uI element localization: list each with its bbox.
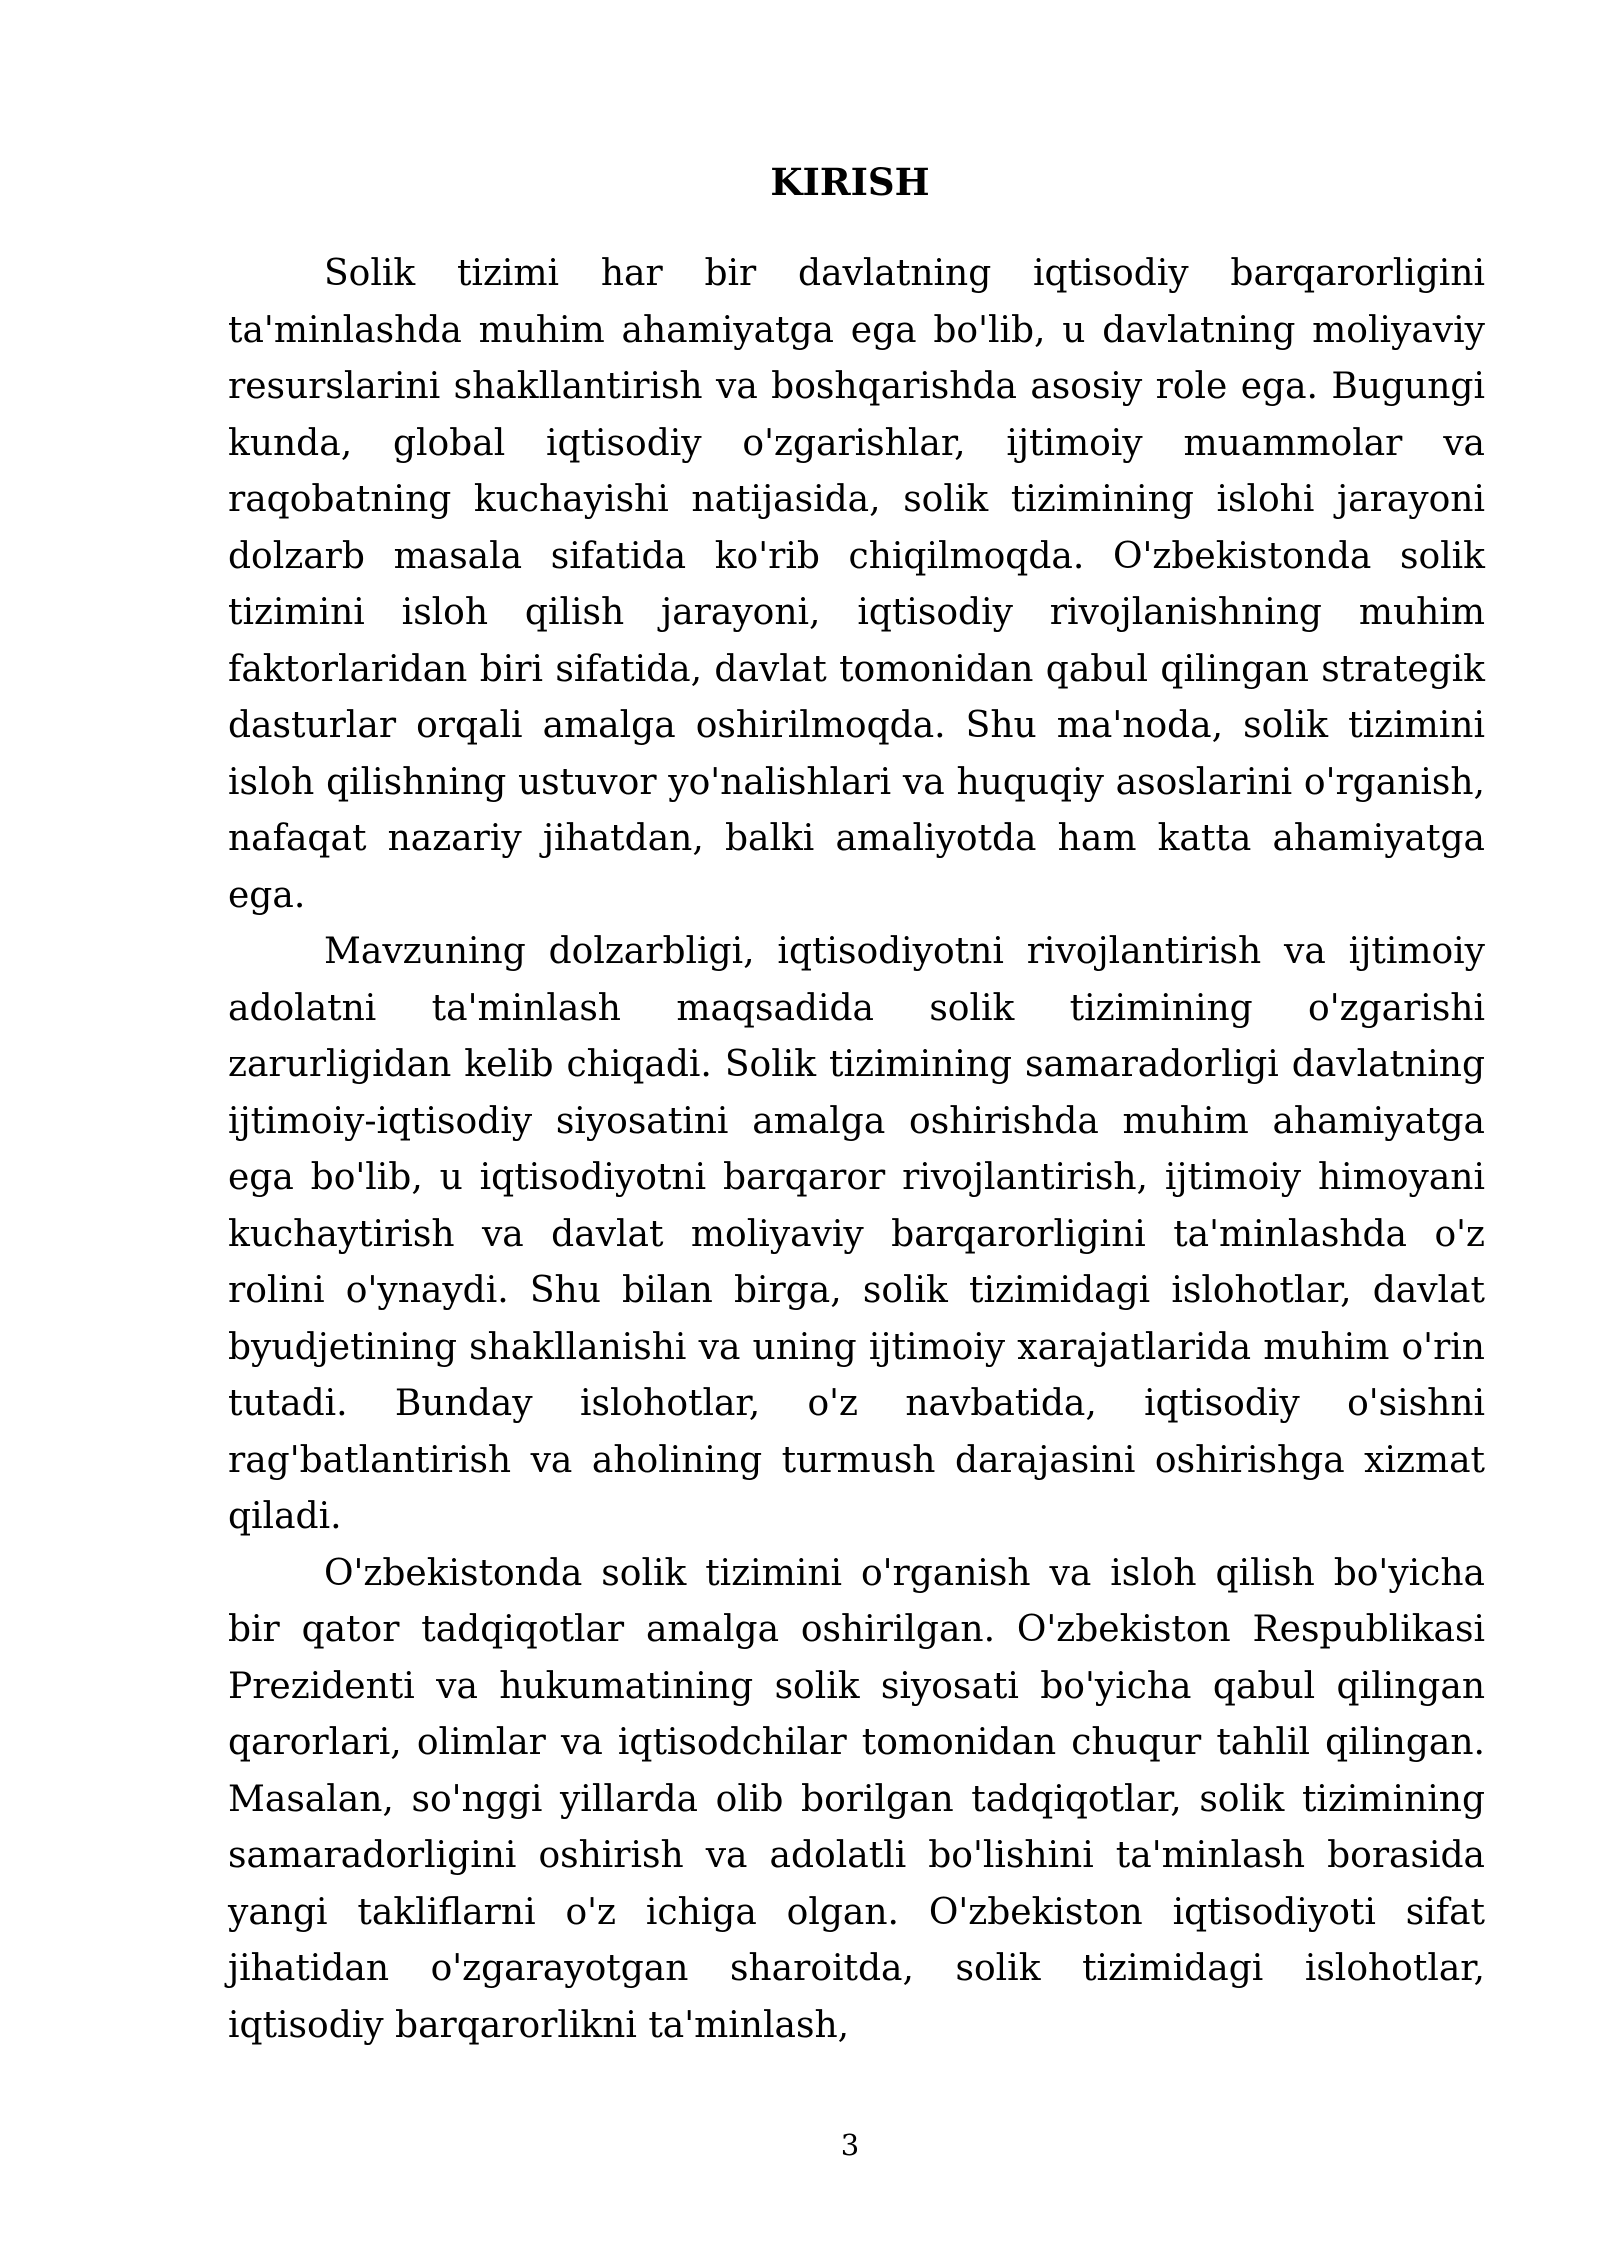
section-title: KIRISH <box>770 160 930 204</box>
paragraph-3: O'zbekistonda solik tizimini o'rganish va isloh qilish bo'yicha bir qator tadqiqotlar amalga oshirilgan. O'zbekiston Respublikasi Prezidenti va hukumatining solik siyosati bo'yicha qabul qilingan qarorlari, olimlar va iqtisodchilar tomonidan chuqur tahlil qilingan. Masalan, so'nggi yillarda olib borilgan tadqiqotlar, solik tizimining samaradorligini oshirish va adolatli bo'lishini ta'minlash borasida yangi takliflarni o'z ichiga olgan. O'zbekiston iqtisodiyoti sifat jihatidan o'zgarayotgan sharoitda, solik tizimidagi islohotlar, iqtisodiy barqarorlikni ta'minlash, <box>228 1552 1485 2046</box>
paragraph-2: Mavzuning dolzarbligi, iqtisodiyotni rivojlantirish va ijtimoiy adolatni ta'minlash maqsadida solik tizimining o'zgarishi zarurligidan kelib chiqadi. Solik tizimining samaradorligi davlatning ijtimoiy-iqtisodiy siyosatini amalga oshirishda muhim ahamiyatga ega bo'lib, u iqtisodiyotni barqaror rivojlantirish, ijtimoiy himoyani kuchaytirish va davlat moliyaviy barqarorligini ta'minlashda o'z rolini o'ynaydi. Shu bilan birga, solik tizimidagi islohotlar, davlat byudjetining shakllanishi va uning ijtimoiy xarajatlarida muhim o'rin tutadi. Bunday islohotlar, o'z navbatida, iqtisodiy o'sishni rag'batlantirish va aholining turmush darajasini oshirishga xizmat qiladi. <box>228 931 1485 1537</box>
paragraph-1: Solik tizimi har bir davlatning iqtisodiy barqarorligini ta'minlashda muhim ahamiyatga ega bo'lib, u davlatning moliyaviy resurslarini shakllantirish va boshqarishda asosiy role ega. Bugungi kunda, global iqtisodiy o'zgarishlar, ijtimoiy muammolar va raqobatning kuchayishi natijasida, solik tizimining islohi jarayoni dolzarb masala sifatida ko'rib chiqilmoqda. O'zbekistonda solik tizimini isloh qilish jarayoni, iqtisodiy rivojlanishning muhim faktorlaridan biri sifatida, davlat tomonidan qabul qilingan strategik dasturlar orqali amalga oshirilmoqda. Shu ma'noda, solik tizimini isloh qilishning ustuvor yo'nalishlari va huquqiy asoslarini o'rganish, nafaqat nazariy jihatdan, balki amaliyotda ham katta ahamiyatga ega. <box>228 253 1485 916</box>
body-text <box>228 246 1485 2054</box>
page-number: 3 <box>840 2128 860 2162</box>
